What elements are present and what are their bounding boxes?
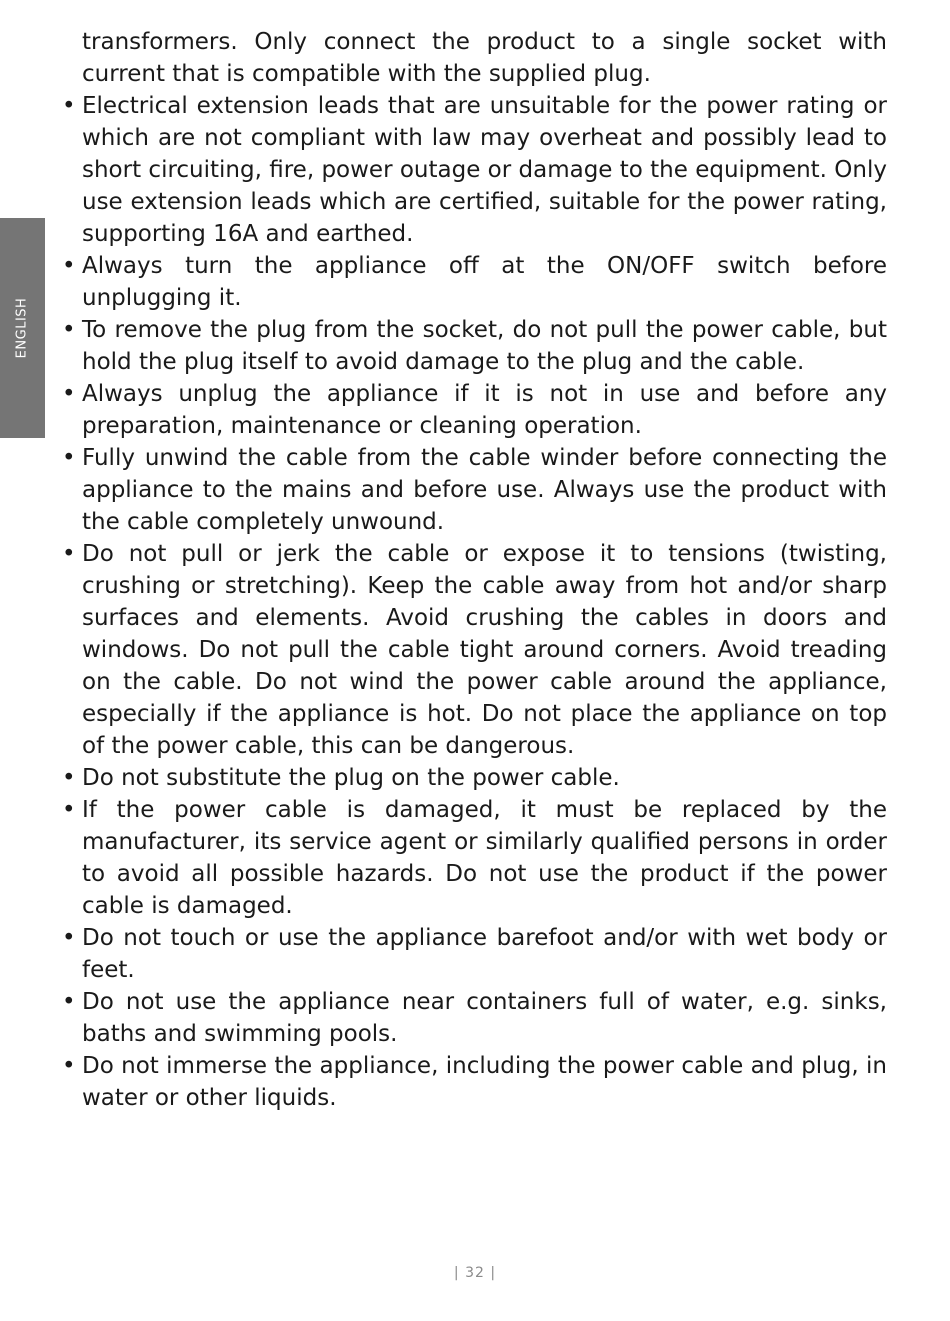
continuation-paragraph: transformers. Only connect the product to a single socket with current that is compatible with the supplied plug. bbox=[82, 29, 887, 87]
list-item: • Always unplug the appliance if it is not in use and before any preparation, maintenance or cleaning operation. bbox=[60, 378, 887, 442]
list-item: • Fully unwind the cable from the cable winder before connecting the appliance to the mains and before use. Always use the product with the cable completely unwound. bbox=[60, 442, 887, 538]
language-side-tab bbox=[0, 218, 45, 438]
list-item: • Electrical extension leads that are unsuitable for the power rating or which are not compliant with law may overheat and possibly lead to short circuiting, fire, power outage or damage to the equipment. Only use extension leads which are certified, suitable for the power rating, supporting 16A and earthed. bbox=[60, 90, 887, 250]
list-item: • Do not touch or use the appliance barefoot and/or with wet body or feet. bbox=[60, 922, 887, 986]
list-item: • If the power cable is damaged, it must be replaced by the manufacturer, its service agent or similarly qualified persons in order to avoid all possible hazards. Do not use the product if the power cable is damaged. bbox=[60, 794, 887, 922]
page-number: | 32 | bbox=[453, 1265, 497, 1281]
safety-instructions bbox=[60, 26, 887, 1114]
language-label: ENGLISH bbox=[14, 297, 30, 359]
list-item: • To remove the plug from the socket, do not pull the power cable, but hold the plug itself to avoid damage to the plug and the cable. bbox=[60, 314, 887, 378]
list-item: • Do not pull or jerk the cable or expose it to tensions (twisting, crushing or stretching). Keep the cable away from hot and/or sharp surfaces and elements. Avoid crushing the cables in doors and windows. Do not pull the cable tight around corners. Avoid treading on the cable. Do not wind the power cable around the appliance, especially if the appliance is hot. Do not place the appliance on top of the power cable, this can be dangerous. bbox=[60, 538, 887, 762]
bullet-list bbox=[60, 90, 887, 1114]
list-item: • Do not substitute the plug on the power cable. bbox=[60, 762, 887, 794]
list-item: • Always turn the appliance off at the ON/OFF switch before unplugging it. bbox=[60, 250, 887, 314]
list-item: • Do not immerse the appliance, including the power cable and plug, in water or other liquids. bbox=[60, 1050, 887, 1114]
list-item: • Do not use the appliance near containers full of water, e.g. sinks, baths and swimming pools. bbox=[60, 986, 887, 1050]
